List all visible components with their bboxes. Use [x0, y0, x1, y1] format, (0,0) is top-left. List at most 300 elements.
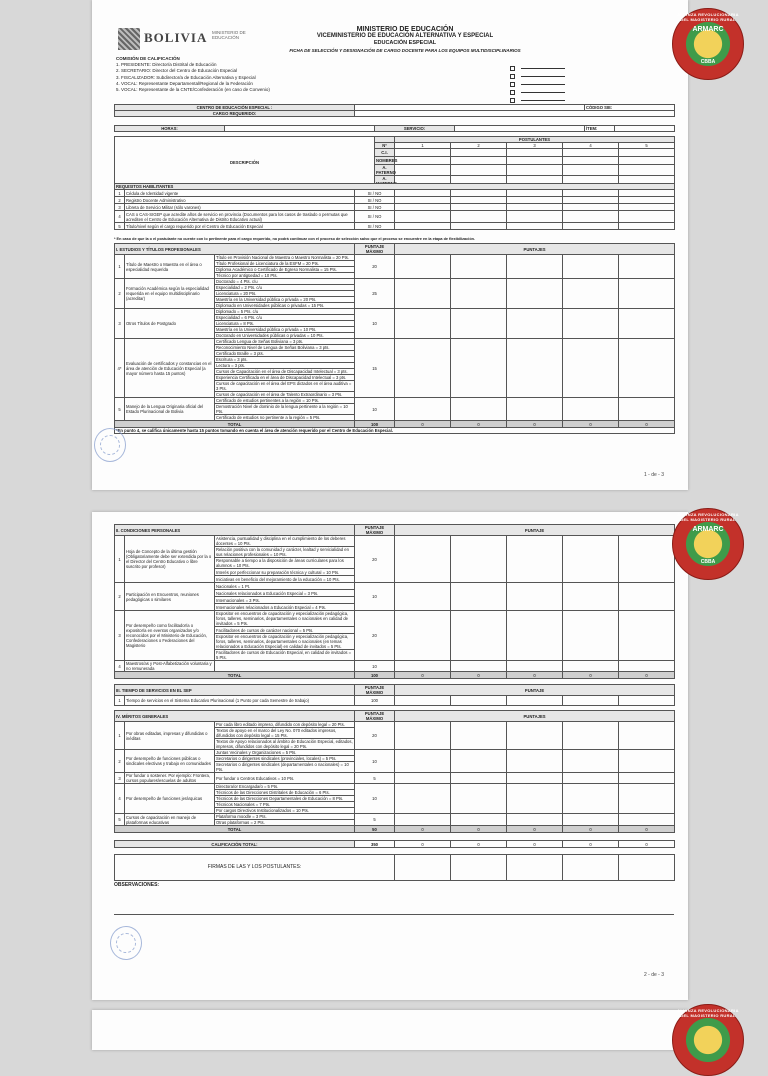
requirement-option: SI / NO	[355, 197, 395, 204]
surname-cell[interactable]	[507, 165, 563, 176]
requirement-check-cell[interactable]	[563, 204, 619, 211]
max-score: 10	[355, 750, 395, 773]
score-cell[interactable]	[619, 814, 675, 826]
sub-criterion-text: Iniciativas en beneficio del mejoramiento de la educación = 10 Pts.	[215, 576, 355, 583]
signature-line	[521, 76, 565, 77]
centro-label: CENTRO DE EDUCACIÓN ESPECIAL :	[115, 105, 355, 111]
score-cell[interactable]	[395, 661, 451, 672]
score-cell[interactable]	[507, 784, 563, 814]
signature-line	[521, 84, 565, 85]
applicants-table	[114, 136, 675, 188]
row-number: 1	[115, 255, 125, 279]
tiempo-table	[114, 684, 675, 706]
commission-member: 2. SECRETARIO: Director del Centro de Educación Especial	[116, 68, 237, 74]
estudios-total-value: 0	[451, 421, 507, 428]
form-info-table	[114, 104, 675, 117]
max-score: 20	[355, 722, 395, 750]
row-number: 2	[115, 197, 125, 204]
requirement-check-cell[interactable]	[507, 197, 563, 204]
sub-criterion-text: Relación positiva con la comunidad y carácter, lealtad y servicialidad en sus relaciones profesionales = 10 Pts.	[215, 547, 355, 558]
servicio-field[interactable]	[455, 126, 585, 132]
table-row	[115, 279, 675, 285]
requirement-option: SI / NO	[355, 190, 395, 197]
meritos-total-max: 50	[355, 826, 395, 833]
name-cell[interactable]	[507, 157, 563, 165]
calificacion-value: 0	[563, 841, 619, 848]
horas-field[interactable]	[225, 126, 375, 132]
seal-outer-text: ALIANZA REVOLUCIONARIA DEL MAGISTERIO RURAL	[677, 12, 739, 22]
row-number: 3	[115, 611, 125, 661]
score-cell[interactable]	[563, 536, 619, 583]
score-cell[interactable]	[507, 279, 563, 309]
field-label: A.	[375, 176, 395, 187]
seal-bottom-text: CBBA	[700, 59, 716, 65]
max-score: 10	[355, 661, 395, 672]
requirement-text: Título/nivel según el cargo requerido por el Centro de Educación Especial	[125, 223, 355, 230]
calificacion-table	[114, 840, 675, 848]
score-cell[interactable]	[563, 750, 619, 773]
row-number: 4	[115, 784, 125, 814]
sub-criterion-text: Técnicos de las Direcciones Distritales de Educación = 6 Pts.	[215, 790, 355, 796]
meritos-total-value: 0	[451, 826, 507, 833]
sub-criterion-text: Asistencia, puntualidad y disciplina en el cumplimiento de los deberes docentes = 10 Pts.	[215, 536, 355, 547]
score-cell[interactable]	[395, 279, 451, 309]
max-score: 10	[355, 784, 395, 814]
requirement-check-cell[interactable]	[395, 223, 451, 230]
score-cell[interactable]	[395, 536, 451, 583]
sub-criterion-text: Reconocimiento Nivel de Lengua de Señas Boliviana = 3 pts.	[215, 345, 355, 351]
cargo-field[interactable]	[355, 111, 675, 117]
signature-cell[interactable]	[507, 855, 563, 881]
score-cell[interactable]	[451, 784, 507, 814]
commission-checkbox[interactable]	[510, 90, 515, 95]
score-cell[interactable]	[619, 750, 675, 773]
field-label: NOMBRES	[376, 158, 398, 163]
score-cell[interactable]	[619, 398, 675, 421]
score-cell[interactable]	[619, 722, 675, 750]
page-number: 1 - de - 3	[643, 472, 664, 478]
row-number: 2	[115, 279, 125, 309]
union-seal-icon	[672, 8, 744, 80]
score-cell[interactable]	[507, 773, 563, 784]
table-row	[115, 773, 675, 784]
name-cell[interactable]	[563, 157, 619, 165]
commission-checkbox[interactable]	[510, 98, 515, 103]
score-cell[interactable]	[451, 279, 507, 309]
meritos-total-value: 0	[563, 826, 619, 833]
commission-title: COMISIÓN DE CALIFICACIÓN	[116, 56, 180, 61]
requirement-check-cell[interactable]	[451, 223, 507, 230]
sub-criterion-text: Certificado Braille = 3 pts.	[215, 351, 355, 357]
table-row	[115, 583, 675, 590]
requirement-check-cell[interactable]	[563, 190, 619, 197]
name-cell[interactable]	[395, 157, 451, 165]
sub-criterion-text: Cursos de capacitación en el área de Talento Extraordinario = 3 Pts.	[215, 392, 355, 398]
commission-member: 1. PRESIDENTE: Director/a Distrital de Educación	[116, 62, 217, 68]
requirement-check-cell[interactable]	[395, 204, 451, 211]
requirement-check-cell[interactable]	[563, 211, 619, 223]
ci-cell[interactable]	[451, 149, 507, 157]
score-cell[interactable]	[395, 773, 451, 784]
sub-criterion-text: Por cargos Directivos Institucionalizados = 10 Pts.	[215, 808, 355, 814]
max-score: 100	[355, 696, 395, 706]
score-cell[interactable]	[395, 784, 451, 814]
sub-criterion-text: Expositor en encuentros de capacitación y especialización pedagógica, foros, talleres, seminarios, departamentales o nacionales (en temas relacionados a Educación Especial) en calidad de invitados = 5 Pts.	[215, 634, 355, 650]
score-cell[interactable]	[451, 773, 507, 784]
official-stamp-icon	[110, 926, 142, 960]
row-number: 2	[115, 750, 125, 773]
commission-checkbox[interactable]	[510, 74, 515, 79]
max-score: 25	[355, 279, 395, 309]
score-cell[interactable]	[619, 773, 675, 784]
score-cell[interactable]	[451, 583, 507, 611]
applicant-col: 4	[563, 143, 619, 149]
estudios-max-header: PUNTAJE MÁXIMO	[355, 244, 395, 255]
table-row	[115, 661, 675, 672]
logo-text: BOLIVIA	[144, 30, 208, 45]
surname-cell[interactable]	[563, 165, 619, 176]
calificacion-value: 0	[395, 841, 451, 848]
sub-criterion-text: Diplomado = 5 Pts. c/u	[215, 309, 355, 315]
score-cell[interactable]	[507, 814, 563, 826]
form-page-3	[92, 1010, 688, 1050]
row-number: 4	[115, 661, 125, 672]
criterion-text: Manejo de la Lengua Originaria oficial del Estado Plurinacional de Bolivia	[125, 398, 215, 421]
criterion-text: Formación Académica según la especialidad requerida en el equipo multidisciplinario (acreditar)	[125, 279, 215, 309]
score-cell[interactable]	[563, 722, 619, 750]
score-cell[interactable]	[451, 661, 507, 672]
title-form: FICHA DE SELECCIÓN Y DESIGNACIÓN DE CARGO DOCENTE PARA LOS EQUIPOS MULTIDISCIPLINARIOS	[289, 48, 521, 53]
sub-criterion-text: Técnico por antigüedad = 10 Pts.	[215, 273, 355, 279]
signature-cell[interactable]	[395, 855, 451, 881]
seal-outer-text: ALIANZA REVOLUCIONARIA DEL MAGISTERIO RURAL	[677, 1008, 739, 1018]
score-cell[interactable]	[563, 784, 619, 814]
criterion-text: Participación en Encuentros, reuniones pedagógicas o similares	[125, 583, 215, 611]
sub-criterion-text: Técnicos Nacionales = 7 Pts.	[215, 802, 355, 808]
sub-criterion-text: Internacionales relacionados a Educación Especial = 4 Pts.	[215, 604, 355, 611]
signature-line	[521, 68, 565, 69]
title-ministry: MINISTERIO DE EDUCACIÓN	[356, 26, 454, 33]
row-number: 5	[115, 398, 125, 421]
score-cell[interactable]	[563, 398, 619, 421]
score-cell[interactable]	[451, 696, 507, 706]
document-titles	[242, 26, 568, 54]
row-number: 2	[115, 583, 125, 611]
calificacion-value: 0	[451, 841, 507, 848]
surname-cell[interactable]	[395, 165, 451, 176]
title-area: EDUCACIÓN ESPECIAL	[373, 40, 437, 46]
meritos-total-label: TOTAL	[115, 826, 355, 833]
sub-criterion-text: Internacionales = 3 Pts.	[215, 597, 355, 604]
score-cell[interactable]	[395, 750, 451, 773]
item-field[interactable]	[615, 126, 675, 132]
estudios-total-value: 0	[395, 421, 451, 428]
requirement-check-cell[interactable]	[451, 197, 507, 204]
requirement-check-cell[interactable]	[619, 211, 675, 223]
sub-criterion-text: Facilitadores de cursos de Educación Especial, en calidad de invitados = 5 Pts.	[215, 650, 355, 661]
score-cell[interactable]	[619, 583, 675, 611]
score-cell[interactable]	[507, 398, 563, 421]
score-cell[interactable]	[395, 398, 451, 421]
score-cell[interactable]	[395, 339, 451, 398]
sub-criterion-text: Escritura = 3 pts.	[215, 357, 355, 363]
criterion-text: Por desempeño de funciones jerárquicas	[125, 784, 215, 814]
row-number: 3	[115, 773, 125, 784]
calificacion-max: 350	[355, 841, 395, 848]
name-cell[interactable]	[451, 157, 507, 165]
score-cell[interactable]	[451, 814, 507, 826]
requirement-option: SI / NO	[355, 211, 395, 223]
sub-criterion-text: Especialidad = 6 Pts. c/u	[215, 315, 355, 321]
score-cell[interactable]	[451, 398, 507, 421]
score-cell[interactable]	[619, 339, 675, 398]
row-number: 4	[115, 211, 125, 223]
estudios-title: I. ESTUDIOS Y TÍTULOS PROFESIONALES	[115, 244, 355, 255]
name-cell[interactable]	[619, 157, 675, 165]
score-cell[interactable]	[563, 661, 619, 672]
seal-bottom-text: CBBA	[700, 559, 716, 565]
score-cell[interactable]	[619, 661, 675, 672]
score-cell[interactable]	[451, 255, 507, 279]
estudios-total-value: 0	[507, 421, 563, 428]
condiciones-total-label: TOTAL	[115, 672, 355, 679]
meritos-title: IV. MÉRITOS GENERALES	[115, 711, 355, 722]
row-number: 3	[115, 309, 125, 339]
requirement-check-cell[interactable]	[507, 211, 563, 223]
score-cell[interactable]	[451, 611, 507, 661]
sub-criterion-text: Interés por perfeccionar su preparación técnica y cultural = 10 Pts.	[215, 569, 355, 576]
estudios-footnote: *En punto 4, se califica únicamente hasta 15 puntos tomando en cuenta el área de atención requerido por el Centro de Educación Especial.	[115, 428, 675, 434]
max-score: 20	[355, 611, 395, 661]
sub-criterion-text: Otras plataformas = 2 Pts.	[215, 820, 355, 826]
signature-line	[521, 92, 565, 93]
row-number: 3	[115, 204, 125, 211]
score-cell[interactable]	[395, 722, 451, 750]
codigo-label: CÓDIGO SIE:	[585, 105, 675, 111]
union-seal-icon	[672, 1004, 744, 1076]
requirement-check-cell[interactable]	[619, 223, 675, 230]
estudios-total-label: TOTAL	[115, 421, 355, 428]
requirement-check-cell[interactable]	[451, 190, 507, 197]
requirement-check-cell[interactable]	[395, 197, 451, 204]
horas-label: HORAS:	[115, 126, 225, 132]
sub-criterion-text: Nacionales = 1 Pt.	[215, 583, 355, 590]
row-number: 5	[115, 814, 125, 826]
table-row	[115, 722, 675, 728]
score-cell[interactable]	[563, 583, 619, 611]
score-cell[interactable]	[563, 773, 619, 784]
observaciones-line[interactable]	[114, 914, 674, 915]
score-cell[interactable]	[507, 255, 563, 279]
requirement-check-cell[interactable]	[451, 204, 507, 211]
score-cell[interactable]	[507, 722, 563, 750]
row-number: 5	[115, 223, 125, 230]
condiciones-total-value: 0	[619, 672, 675, 679]
score-cell[interactable]	[507, 661, 563, 672]
score-cell[interactable]	[451, 750, 507, 773]
requisitos-note: * En caso de que la o el postulante no cuente con lo pertinente para el cargo requerido, no podrá continuar con el proceso de selección salvo que el proceso se encuentre en la etapa de flexibilización.	[114, 237, 476, 241]
sub-criterion-text: Lectura = 3 pts.	[215, 363, 355, 369]
score-cell[interactable]	[619, 255, 675, 279]
sub-criterion-text: Cursos de capacitación en el área del EPS dictados en el área auditiva = 3 Pts.	[215, 381, 355, 392]
score-cell[interactable]	[563, 255, 619, 279]
signature-cell[interactable]	[619, 855, 675, 881]
condiciones-total-max: 100	[355, 672, 395, 679]
signature-cell[interactable]	[563, 855, 619, 881]
row-number: 1	[115, 190, 125, 197]
commission-block	[116, 56, 270, 93]
score-cell[interactable]	[395, 309, 451, 339]
sub-criterion-text: Certificado de estudios no pertinente a la región = 5 Pts.	[215, 415, 355, 421]
score-cell[interactable]	[507, 611, 563, 661]
score-cell[interactable]	[507, 339, 563, 398]
score-cell[interactable]	[563, 814, 619, 826]
sub-criterion-text: Certificado Lengua de Señas Boliviana = 3 pts.	[215, 339, 355, 345]
condiciones-max-header: PUNTAJE MÁXIMO	[355, 525, 395, 536]
requirement-check-cell[interactable]	[619, 204, 675, 211]
score-cell[interactable]	[507, 583, 563, 611]
score-cell[interactable]	[451, 309, 507, 339]
criterion-text: Hoja de Concepto de la última gestión (Obligatoriamente debe ser extendida por la o el Director del Centro Educativo o libre suscrito por profesor)	[125, 536, 215, 583]
descripcion-label: DESCRIPCIÓN	[115, 137, 375, 188]
score-cell[interactable]	[619, 536, 675, 583]
signature-line	[521, 100, 565, 101]
score-cell[interactable]	[395, 611, 451, 661]
row-number: 4*	[115, 339, 125, 398]
sub-criterion-text: Secretarios o dirigentes sindicales (departamentales o nacionales) = 10 Pts.	[215, 762, 355, 773]
tiempo-max-header: PUNTAJE MÁXIMO	[355, 685, 395, 696]
score-cell[interactable]	[395, 814, 451, 826]
tiempo-points-header: PUNTAJE	[395, 685, 675, 696]
score-cell[interactable]	[507, 696, 563, 706]
field-label: C.I.	[375, 149, 395, 157]
score-cell[interactable]	[619, 696, 675, 706]
score-cell[interactable]	[563, 339, 619, 398]
condiciones-total-value: 0	[395, 672, 451, 679]
official-stamp-icon	[94, 428, 126, 462]
score-cell[interactable]	[507, 750, 563, 773]
sub-criterion-text: Diploma Académico o Certificado de Egreso Normalista = 15 Pts.	[215, 267, 355, 273]
score-cell[interactable]	[395, 583, 451, 611]
max-score: 5	[355, 814, 395, 826]
criterion-text: Evaluación de certificados y constancias en el área de atención de Educación Especial (a mayor número hasta 15 puntos)	[125, 339, 215, 398]
table-row	[115, 814, 675, 820]
ci-cell[interactable]	[619, 149, 675, 157]
commission-checkbox[interactable]	[510, 82, 515, 87]
table-row	[115, 197, 675, 204]
score-cell[interactable]	[395, 696, 451, 706]
ci-cell[interactable]	[563, 149, 619, 157]
sub-criterion-text: Expositor en encuentros de capacitación y especialización pedagógica, foros, talleres, seminarios, departamentales o nacionales en calidad de invitados = 5 Pts.	[215, 611, 355, 627]
field-label: A. PATERNO	[376, 165, 396, 175]
form-page-2	[92, 512, 688, 1000]
calificacion-value: 0	[619, 841, 675, 848]
seal-outer-text: ALIANZA REVOLUCIONARIA DEL MAGISTERIO RURAL	[677, 512, 739, 522]
score-cell[interactable]	[619, 309, 675, 339]
surname-cell[interactable]	[451, 165, 507, 176]
ci-cell[interactable]	[395, 149, 451, 157]
row-number: 1	[115, 722, 125, 750]
meritos-points-header: PUNTAJES	[395, 711, 675, 722]
field-label: Nº	[375, 143, 395, 149]
score-cell[interactable]	[619, 279, 675, 309]
horas-table	[114, 125, 675, 132]
commission-member: 3. FISCALIZADOR: Subdirector/a de Educación Alternativa y Especial	[116, 74, 256, 80]
criterion-text: Cursos de capacitación en manejo de plataformas educativas	[125, 814, 215, 826]
sub-criterion-text: Diplomado en Universidades públicas o privadas = 15 Pts.	[215, 303, 355, 309]
meritos-total-value: 0	[395, 826, 451, 833]
score-cell[interactable]	[563, 611, 619, 661]
score-cell[interactable]	[563, 309, 619, 339]
score-cell[interactable]	[451, 536, 507, 583]
requirement-text: Cédula de Identidad vigente	[125, 190, 355, 197]
score-cell[interactable]	[395, 255, 451, 279]
seal-center-text: ARMARC	[692, 526, 724, 533]
commission-checkboxes	[510, 64, 565, 104]
requirement-check-cell[interactable]	[451, 211, 507, 223]
requirement-check-cell[interactable]	[395, 211, 451, 223]
table-row	[115, 398, 675, 404]
table-row	[115, 223, 675, 230]
document-header	[92, 0, 688, 58]
requirement-option: SI / NO	[355, 204, 395, 211]
score-cell[interactable]	[451, 339, 507, 398]
score-cell[interactable]	[619, 611, 675, 661]
requirement-check-cell[interactable]	[619, 197, 675, 204]
score-cell[interactable]	[451, 722, 507, 750]
sub-criterion-text: Textos de Apoyo relacionados al ámbito de Educación Especial, editados, impresos, difundidos con depósito legal = 20 Pts.	[216, 739, 353, 749]
table-row	[115, 339, 675, 345]
sub-criterion-text: Experiencia Certificada en el área de Discapacidad Intelectual = 3 pts.	[215, 375, 355, 381]
sub-criterion-text: Juntas Vecinales y Organizaciones = 5 Pts.	[215, 750, 355, 756]
score-cell[interactable]	[507, 536, 563, 583]
requirement-option: SI / NO	[355, 223, 395, 230]
row-number: 1	[115, 536, 125, 583]
row-number: 1	[115, 696, 125, 706]
requirement-check-cell[interactable]	[507, 223, 563, 230]
estudios-total-value: 0	[619, 421, 675, 428]
table-row	[115, 255, 675, 261]
score-cell[interactable]	[563, 696, 619, 706]
calificacion-value: 0	[507, 841, 563, 848]
requirement-check-cell[interactable]	[507, 190, 563, 197]
sub-criterion-text: Título en Provisión Nacional de Maestra o Maestro Normalista = 20 Pts.	[215, 255, 355, 261]
requirement-check-cell[interactable]	[619, 190, 675, 197]
score-cell[interactable]	[507, 309, 563, 339]
observaciones-label: OBSERVACIONES:	[114, 882, 160, 888]
sub-criterion-text: Licenciatura = 8 Pts.	[215, 321, 355, 327]
table-row	[115, 204, 675, 211]
requirement-check-cell[interactable]	[563, 223, 619, 230]
applicant-col: 2	[451, 143, 507, 149]
surname-cell[interactable]	[619, 165, 675, 176]
score-cell[interactable]	[563, 279, 619, 309]
ci-cell[interactable]	[507, 149, 563, 157]
sub-criterion-text: Certificado de estudios pertinentes a la región = 10 Pts.	[215, 398, 355, 404]
table-row	[115, 536, 675, 547]
title-viceministry: VICEMINISTERIO DE EDUCACIÓN ALTERNATIVA Y ESPECIAL	[316, 33, 494, 39]
signature-cell[interactable]	[451, 855, 507, 881]
sub-criterion-text: Cursos de Capacitación en el área de Discapacidad Intelectual = 3 pts.	[215, 369, 355, 375]
score-cell[interactable]	[619, 784, 675, 814]
commission-member: 4. VOCAL: Representante Departamental/Regional de la Federación	[116, 80, 253, 86]
requirement-check-cell[interactable]	[395, 190, 451, 197]
requirement-check-cell[interactable]	[563, 197, 619, 204]
requirement-check-cell[interactable]	[507, 204, 563, 211]
table-row	[115, 611, 675, 627]
commission-checkbox[interactable]	[510, 66, 515, 71]
requisitos-title: REQUISITOS HABILITANTES	[115, 184, 675, 190]
